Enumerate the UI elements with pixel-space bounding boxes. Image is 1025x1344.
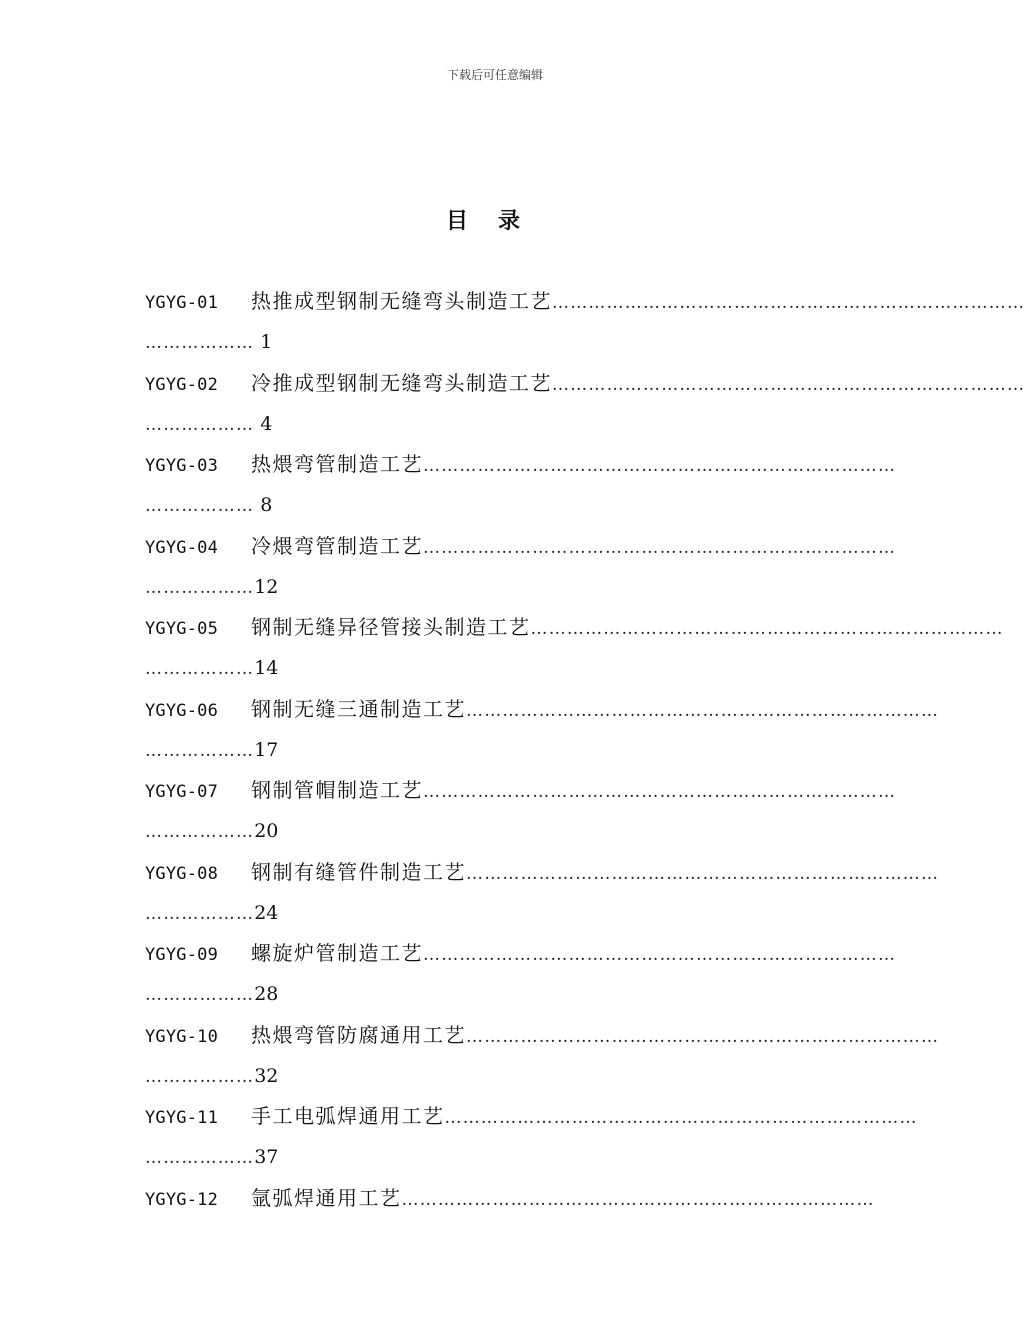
toc-entry-page: 24 bbox=[254, 901, 279, 924]
toc-entry-continuation bbox=[145, 895, 278, 931]
toc-entry-continuation bbox=[145, 813, 278, 849]
toc-entry-continuation bbox=[145, 569, 278, 605]
dot-leader: ……………… bbox=[145, 903, 255, 924]
toc-entry-code: YGYG-05 bbox=[145, 619, 219, 639]
toc-entry[interactable] bbox=[145, 446, 897, 528]
toc-entry[interactable] bbox=[145, 691, 940, 773]
toc-entry-title: 冷推成型钢制无缝弯头制造工艺 bbox=[251, 370, 552, 395]
toc-entry-page: 28 bbox=[254, 983, 279, 1005]
toc-entry-page: 8 bbox=[254, 494, 273, 516]
toc-entry-page: 12 bbox=[254, 575, 279, 598]
toc-entry-title: 热推成型钢制无缝弯头制造工艺 bbox=[251, 289, 552, 313]
toc-entry-title: 钢制有缝管件制造工艺 bbox=[251, 859, 466, 884]
toc-entry-line bbox=[145, 1180, 875, 1216]
dot-leader: …………………………………………………………………… bbox=[552, 374, 1025, 395]
toc-entry[interactable] bbox=[145, 1098, 918, 1180]
header-note: 下载后可任意编辑 bbox=[446, 68, 543, 82]
toc-entry-line bbox=[145, 528, 897, 564]
toc-entry-continuation bbox=[145, 406, 272, 442]
dot-leader: ……………… bbox=[145, 496, 255, 516]
dot-leader: ……………… bbox=[145, 985, 255, 1005]
dot-leader: …………………………………………………………………… bbox=[423, 456, 897, 476]
toc-entry-continuation bbox=[145, 487, 272, 523]
toc-entry-page: 17 bbox=[254, 738, 279, 761]
toc-entry-continuation bbox=[145, 1139, 278, 1175]
dot-leader: ……………… bbox=[145, 659, 255, 679]
toc-entry-line bbox=[145, 1017, 940, 1053]
toc-entry-continuation bbox=[145, 976, 278, 1012]
toc-entry-code: YGYG-01 bbox=[145, 293, 219, 313]
toc-entry-line bbox=[145, 609, 1004, 645]
toc-entry-title: 热煨弯管防腐通用工艺 bbox=[251, 1022, 466, 1047]
toc-entry-title: 螺旋炉管制造工艺 bbox=[251, 941, 423, 965]
toc-entry-line bbox=[145, 1098, 918, 1134]
toc-entry-continuation bbox=[145, 732, 278, 768]
dot-leader: ……………… bbox=[145, 1148, 255, 1168]
toc-entry-line bbox=[145, 365, 1025, 401]
dot-leader: …………………………………………………………………… bbox=[423, 537, 897, 558]
dot-leader: ……………… bbox=[145, 333, 255, 353]
dot-leader: ……………… bbox=[145, 822, 255, 842]
toc-entry-continuation bbox=[145, 324, 272, 360]
toc-entry-title: 手工电弧焊通用工艺 bbox=[251, 1104, 445, 1128]
dot-leader: …………………………………………………………………… bbox=[423, 945, 897, 965]
toc-entry-title: 热煨弯管制造工艺 bbox=[251, 452, 423, 476]
toc-entry-code: YGYG-09 bbox=[145, 945, 219, 965]
toc-entry-page: 37 bbox=[254, 1146, 279, 1168]
dot-leader: …………………………………………………………………… bbox=[466, 1026, 940, 1047]
dot-leader: ……………… bbox=[145, 577, 255, 598]
toc-entry-code: YGYG-03 bbox=[145, 456, 219, 476]
toc-entry-page: 1 bbox=[254, 331, 273, 353]
toc-entry[interactable] bbox=[145, 772, 897, 854]
toc-entry-line bbox=[145, 854, 940, 890]
dot-leader: …………………………………………………………………… bbox=[466, 700, 940, 721]
toc-entry-code: YGYG-04 bbox=[145, 537, 219, 558]
toc-entry[interactable] bbox=[145, 1017, 940, 1099]
dot-leader: ……………… bbox=[145, 740, 255, 761]
table-of-contents bbox=[145, 283, 1025, 1261]
toc-entry[interactable] bbox=[145, 365, 1025, 447]
dot-leader: ……………… bbox=[145, 1066, 255, 1087]
toc-entry-code: YGYG-12 bbox=[145, 1189, 219, 1210]
toc-entry-code: YGYG-11 bbox=[145, 1108, 219, 1128]
toc-entry-line bbox=[145, 283, 1025, 319]
toc-entry-page: 4 bbox=[254, 412, 273, 435]
dot-leader: …………………………………………………………………… bbox=[401, 1189, 875, 1210]
toc-entry[interactable] bbox=[145, 283, 1025, 365]
toc-entry[interactable] bbox=[145, 528, 897, 610]
toc-entry-page: 14 bbox=[254, 657, 279, 679]
toc-entry-code: YGYG-02 bbox=[145, 374, 219, 395]
toc-entry-title: 冷煨弯管制造工艺 bbox=[251, 533, 423, 558]
toc-entry-code: YGYG-07 bbox=[145, 782, 219, 802]
toc-entry-continuation bbox=[145, 1058, 278, 1094]
toc-entry-title: 钢制无缝三通制造工艺 bbox=[251, 696, 466, 721]
toc-entry[interactable] bbox=[145, 854, 940, 936]
toc-entry[interactable] bbox=[145, 1180, 875, 1262]
toc-entry-code: YGYG-10 bbox=[145, 1026, 219, 1047]
toc-entry-line bbox=[145, 935, 897, 971]
toc-entry-line bbox=[145, 446, 897, 482]
toc-title: 目录 bbox=[445, 209, 550, 234]
toc-entry-page: 32 bbox=[254, 1064, 279, 1087]
dot-leader: …………………………………………………………………… bbox=[530, 619, 1004, 639]
toc-entry-title: 氩弧焊通用工艺 bbox=[251, 1185, 402, 1210]
toc-entry-page: 20 bbox=[254, 820, 279, 842]
toc-entry-title: 钢制管帽制造工艺 bbox=[251, 778, 423, 802]
toc-entry[interactable] bbox=[145, 935, 897, 1017]
toc-entry-code: YGYG-06 bbox=[145, 700, 219, 721]
toc-entry-line bbox=[145, 772, 897, 808]
dot-leader: …………………………………………………………………… bbox=[423, 782, 897, 802]
toc-entry-continuation bbox=[145, 650, 278, 686]
dot-leader: …………………………………………………………………… bbox=[444, 1108, 918, 1128]
toc-entry-title: 钢制无缝异径管接头制造工艺 bbox=[251, 615, 531, 639]
toc-entry[interactable] bbox=[145, 609, 1004, 691]
dot-leader: …………………………………………………………………… bbox=[552, 293, 1025, 313]
dot-leader: …………………………………………………………………… bbox=[466, 863, 940, 884]
toc-entry-line bbox=[145, 691, 940, 727]
toc-entry-code: YGYG-08 bbox=[145, 863, 219, 884]
dot-leader: ……………… bbox=[145, 414, 255, 435]
